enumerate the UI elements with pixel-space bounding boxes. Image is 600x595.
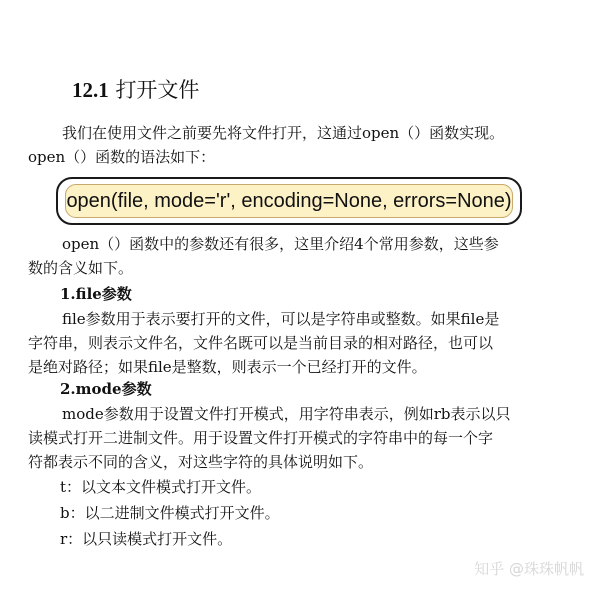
section-title-text: 打开文件 (115, 78, 200, 102)
file-param-line2: 字符串，则表示文件名，文件名既可以是当前目录的相对路径，也可以 (28, 334, 494, 352)
intro-paragraph-line2: open（）函数的语法如下： (28, 148, 216, 166)
mode-item-b: b：以二进制文件模式打开文件。 (60, 504, 280, 522)
code-text: open(file, mode='r', encoding=None, errors=None) (65, 184, 513, 218)
intro-paragraph-line1: 我们在使用文件之前要先将文件打开，这通过open（）函数实现。 (62, 124, 505, 142)
file-param-line1: file参数用于表示要打开的文件，可以是字符串或整数。如果file是 (62, 310, 500, 328)
watermark: 知乎 @珠珠帆帆 (474, 560, 584, 578)
section-number: 12.1 (72, 78, 109, 102)
file-param-line3: 是绝对路径；如果file是整数，则表示一个已经打开的文件。 (28, 358, 427, 376)
mode-param-line2: 读模式打开二进制文件。用于设置文件打开模式的字符串中的每一个字 (28, 429, 494, 447)
mode-param-line1: mode参数用于设置文件打开模式，用字符串表示，例如rb表示以只 (62, 405, 511, 423)
mode-item-r: r：以只读模式打开文件。 (60, 530, 233, 548)
mode-param-line3: 符都表示不同的含义，对这些字符的具体说明如下。 (28, 453, 374, 471)
params-paragraph-line2: 数的含义如下。 (28, 259, 134, 277)
params-paragraph-line1: open（）函数中的参数还有很多，这里介绍4个常用参数，这些参 (62, 235, 499, 253)
section-title (72, 74, 199, 104)
mode-item-t: t：以文本文件模式打开文件。 (60, 478, 262, 496)
code-block (56, 177, 522, 225)
file-param-heading: 1.file参数 (60, 285, 132, 303)
mode-param-heading: 2.mode参数 (60, 380, 152, 398)
